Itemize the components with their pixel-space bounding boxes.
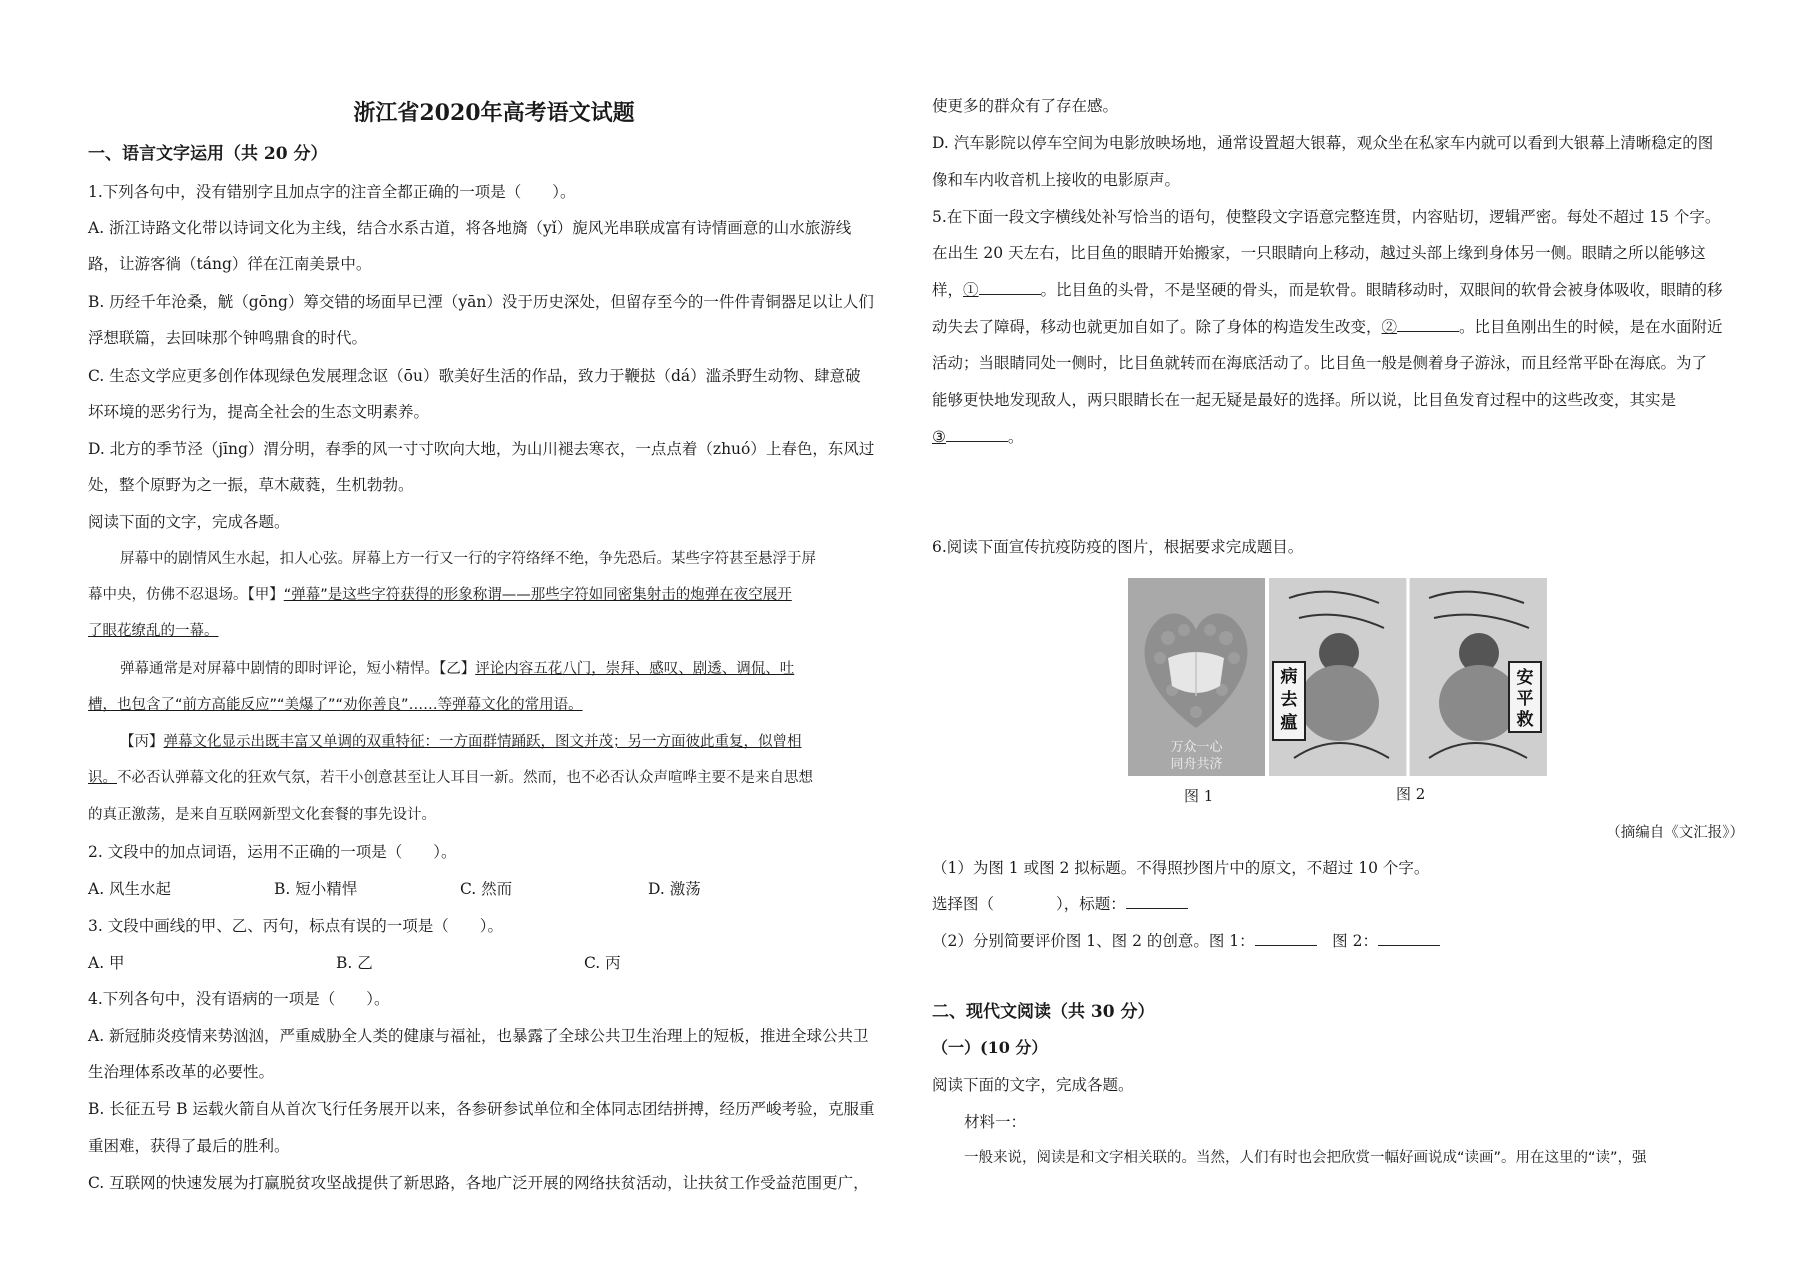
sentence-yi-underlined-cont: 槽，也包含了“前方高能反应”“美爆了”“劝你善良”……等弹幕文化的常用语。: [88, 697, 583, 713]
q3-option-b: B. 乙: [336, 954, 373, 972]
figure-2-door-gods: [1269, 578, 1547, 776]
q4-option-a: A. 新冠肺炎疫情来势汹汹，严重威胁全人类的健康与福祉，也暴露了全球公共卫生治理上的短板，推进全球公共卫: [88, 1027, 869, 1045]
passage-para-3-line-2: [88, 768, 900, 788]
figure-1-poster: [1128, 578, 1265, 776]
passage-text: （2）分别简要评价图 1、图 2 的创意。图 1：: [932, 932, 1255, 950]
section-1-heading: 一、语言文字运用（共 20 分）: [88, 144, 328, 164]
q1-option-a-cont: 路，让游客徜（táng）徉在江南美景中。: [88, 255, 372, 273]
material-1-label: 材料一：: [964, 1113, 1027, 1131]
passage-text: 幕中央，仿佛不忍退场。【甲】: [88, 587, 284, 603]
blank-marker-2: ②: [1381, 318, 1398, 336]
sentence-jia-underlined-cont: 了眼花缭乱的一幕。: [88, 623, 219, 639]
q1-option-b-cont: 浮想联篇，去回味那个钟鸣鼎食的时代。: [88, 329, 368, 347]
q1-option-d: D. 北方的季节泾（jīng）渭分明，春季的风一寸寸吹向大地，为山川褪去寒衣，一点点着（zhuó）上春色，东风过: [88, 440, 875, 458]
figure-2-caption: 图 2: [1396, 785, 1426, 803]
door-gods-icon: [1269, 578, 1547, 776]
q3-option-c: C. 丙: [584, 954, 621, 972]
q5-stem: 5.在下面一段文字横线处补写恰当的语句，使整段文字语意完整连贯，内容贴切，逻辑严密。每处不超过 15 个字。: [932, 208, 1721, 226]
q1-stem: 1.下列各句中，没有错别字且加点字的注音全都正确的一项是（ ）。: [88, 183, 576, 201]
passage-text: 。: [1007, 428, 1024, 446]
passage-text: 【丙】: [120, 734, 164, 750]
q4-option-c-cont: 使更多的群众有了存在感。: [932, 97, 1119, 115]
passage-text: 动失去了障碍，移动也就更加自如了。除了身体的构造发生改变，: [932, 318, 1382, 336]
q3-stem: 3. 文段中画线的甲、乙、丙句，标点有误的一项是（ ）。: [88, 917, 503, 935]
subsection-1-heading: （一）(10 分）: [932, 1038, 1048, 1057]
q5-passage-line-5: 能够更快地发现敌人，两只眼睛长在一起无疑是最好的选择。所以说，比目鱼发育过程中的这些改变，其实是: [932, 391, 1677, 409]
figure-2-banner-left: 病去瘟: [1280, 667, 1298, 733]
passage-text: 弹幕通常是对屏幕中剧情的即时评论，短小精悍。【乙】: [120, 661, 476, 677]
answer-blank-1[interactable]: [979, 280, 1041, 295]
q4-option-d-cont: 像和车内收音机上接收的电影原声。: [932, 171, 1181, 189]
q5-passage-line-3: [932, 317, 1744, 337]
passage-para-1-line-3: [88, 621, 900, 641]
q5-passage-line-2: [932, 280, 1744, 300]
passage-para-3: [120, 732, 900, 752]
passage-para-2-line-2: [88, 695, 900, 715]
blank-marker-3: ③: [932, 428, 946, 446]
reading-instruction-1: 阅读下面的文字，完成各题。: [88, 513, 290, 531]
q1-option-c-cont: 坏环境的恶劣行为，提高全社会的生态文明素养。: [88, 403, 430, 421]
figure-2-answer-blank[interactable]: [1378, 931, 1440, 946]
q2-option-c: C. 然而: [460, 880, 513, 898]
source-citation: （摘编自《文汇报》）: [1606, 825, 1744, 841]
answer-blank-2[interactable]: [1397, 317, 1459, 332]
q4-option-b-cont: 重困难，获得了最后的胜利。: [88, 1137, 290, 1155]
q6-part-1: （1）为图 1 或图 2 拟标题。不得照抄图片中的原文，不超过 10 个字。: [932, 859, 1430, 877]
blank-marker-1: ①: [963, 281, 979, 299]
passage-text: 选择图（ ），标题：: [932, 895, 1126, 913]
q2-option-b: B. 短小精悍: [274, 880, 358, 898]
page-title: 浙江省2020年高考语文试题: [353, 100, 635, 126]
passage-text: 不必否认弹幕文化的狂欢气氛，若干小创意甚至让人耳目一新。然而，也不必否认众声喧哗主要不是来自思想: [117, 770, 813, 786]
q4-stem: 4.下列各句中，没有语病的一项是（ ）。: [88, 990, 390, 1008]
material-1-text: 一般来说，阅读是和文字相关联的。当然，人们有时也会把欣赏一幅好画说成“读画”。用在这里的“读”，强: [964, 1150, 1647, 1166]
q1-option-b: B. 历经千年沧桑，觥（gōng）筹交错的场面早已湮（yān）没于历史深处，但留存至今的一件件青铜器足以让人们: [88, 293, 874, 311]
figure-1-answer-blank[interactable]: [1255, 931, 1317, 946]
q6-part-1-answer-line: [932, 894, 1744, 914]
sentence-bing-underlined: 弹幕文化显示出既丰富又单调的双重特征：一方面群情踊跃，图文并茂；另一方面彼此重复，似曾相: [163, 734, 802, 750]
q2-stem: 2. 文段中的加点词语，运用不正确的一项是（ ）。: [88, 843, 457, 861]
section-2-heading: 二、现代文阅读（共 30 分）: [932, 1002, 1155, 1022]
q5-passage-line-4: 活动；当眼睛同处一侧时，比目鱼就转而在海底活动了。比目鱼一般是侧着身子游泳，而且经常平卧在海底。为了: [932, 354, 1708, 372]
q3-option-a: A. 甲: [88, 954, 125, 972]
sentence-yi-underlined: 评论内容五花八门，崇拜、感叹、剧透、调侃、吐: [475, 661, 795, 677]
q2-option-d: D. 激荡: [648, 880, 701, 898]
sentence-bing-underlined-cont: 识。: [88, 770, 117, 786]
figure-group: [1128, 578, 1548, 778]
passage-text: 样，: [932, 281, 964, 299]
q4-option-b: B. 长征五号 B 运载火箭自从首次飞行任务展开以来，各参研参试单位和全体同志团结拼搏，经历严峻考验，克服重: [88, 1100, 875, 1118]
passage-para-3-line-3: 的真正激荡，是来自互联网新型文化套餐的事先设计。: [88, 807, 436, 823]
passage-para-1: 屏幕中的剧情风生水起，扣人心弦。屏幕上方一行又一行的字符络绎不绝，争先恐后。某些字符甚至悬浮于屏: [120, 551, 816, 567]
figure-1-text-line-1: 万众一心: [1170, 740, 1223, 755]
passage-text: 图 2：: [1316, 932, 1378, 950]
q4-option-a-cont: 生治理体系改革的必要性。: [88, 1063, 275, 1081]
q5-passage-line-6: [932, 427, 1744, 447]
q5-passage-line-1: 在出生 20 天左右，比目鱼的眼睛开始搬家，一只眼睛向上移动，越过头部上缘到身体另一侧。眼睛之所以能够这: [932, 244, 1706, 262]
figure-2-banner-right: 安平救: [1516, 668, 1534, 730]
q1-option-c: C. 生态文学应更多创作体现绿色发展理念讴（ōu）歌美好生活的作品，致力于鞭挞（dá）滥杀野生动物、肆意破: [88, 367, 861, 385]
answer-blank-3[interactable]: [946, 427, 1008, 442]
q1-option-a: A. 浙江诗路文化带以诗词文化为主线，结合水系古道，将各地旖（yǐ）旎风光串联成富有诗情画意的山水旅游线: [88, 219, 852, 237]
title-answer-blank[interactable]: [1126, 894, 1188, 909]
passage-text: 。比目鱼的头骨，不是坚硬的骨头，而是软骨。眼睛移动时，双眼间的软骨会被身体吸收，眼睛的移: [1040, 281, 1723, 299]
q4-option-c: C. 互联网的快速发展为打赢脱贫攻坚战提供了新思路，各地广泛开展的网络扶贫活动，让扶贫工作受益范围更广，: [88, 1174, 869, 1192]
q2-option-a: A. 风生水起: [88, 880, 172, 898]
passage-para-1-line-2: [88, 585, 900, 605]
sentence-jia-underlined: “弹幕”是这些字符获得的形象称谓——那些字符如同密集射击的炮弹在夜空展开: [283, 587, 792, 603]
figure-1-caption: 图 1: [1184, 787, 1214, 805]
passage-para-2: [120, 659, 900, 679]
figure-1-text-line-2: 同舟共济: [1170, 757, 1223, 772]
q6-stem: 6.阅读下面宣传抗疫防疫的图片，根据要求完成题目。: [932, 538, 1304, 556]
q6-part-2: [932, 931, 1744, 951]
q1-option-d-cont: 处，整个原野为之一振，草木葳蕤，生机勃勃。: [88, 476, 414, 494]
reading-instruction-2: 阅读下面的文字，完成各题。: [932, 1076, 1134, 1094]
q4-option-d: D. 汽车影院以停车空间为电影放映场地，通常设置超大银幕，观众坐在私家车内就可以看到大银幕上清晰稳定的图: [932, 134, 1714, 152]
passage-text: 。比目鱼刚出生的时候，是在水面附近: [1459, 318, 1723, 336]
